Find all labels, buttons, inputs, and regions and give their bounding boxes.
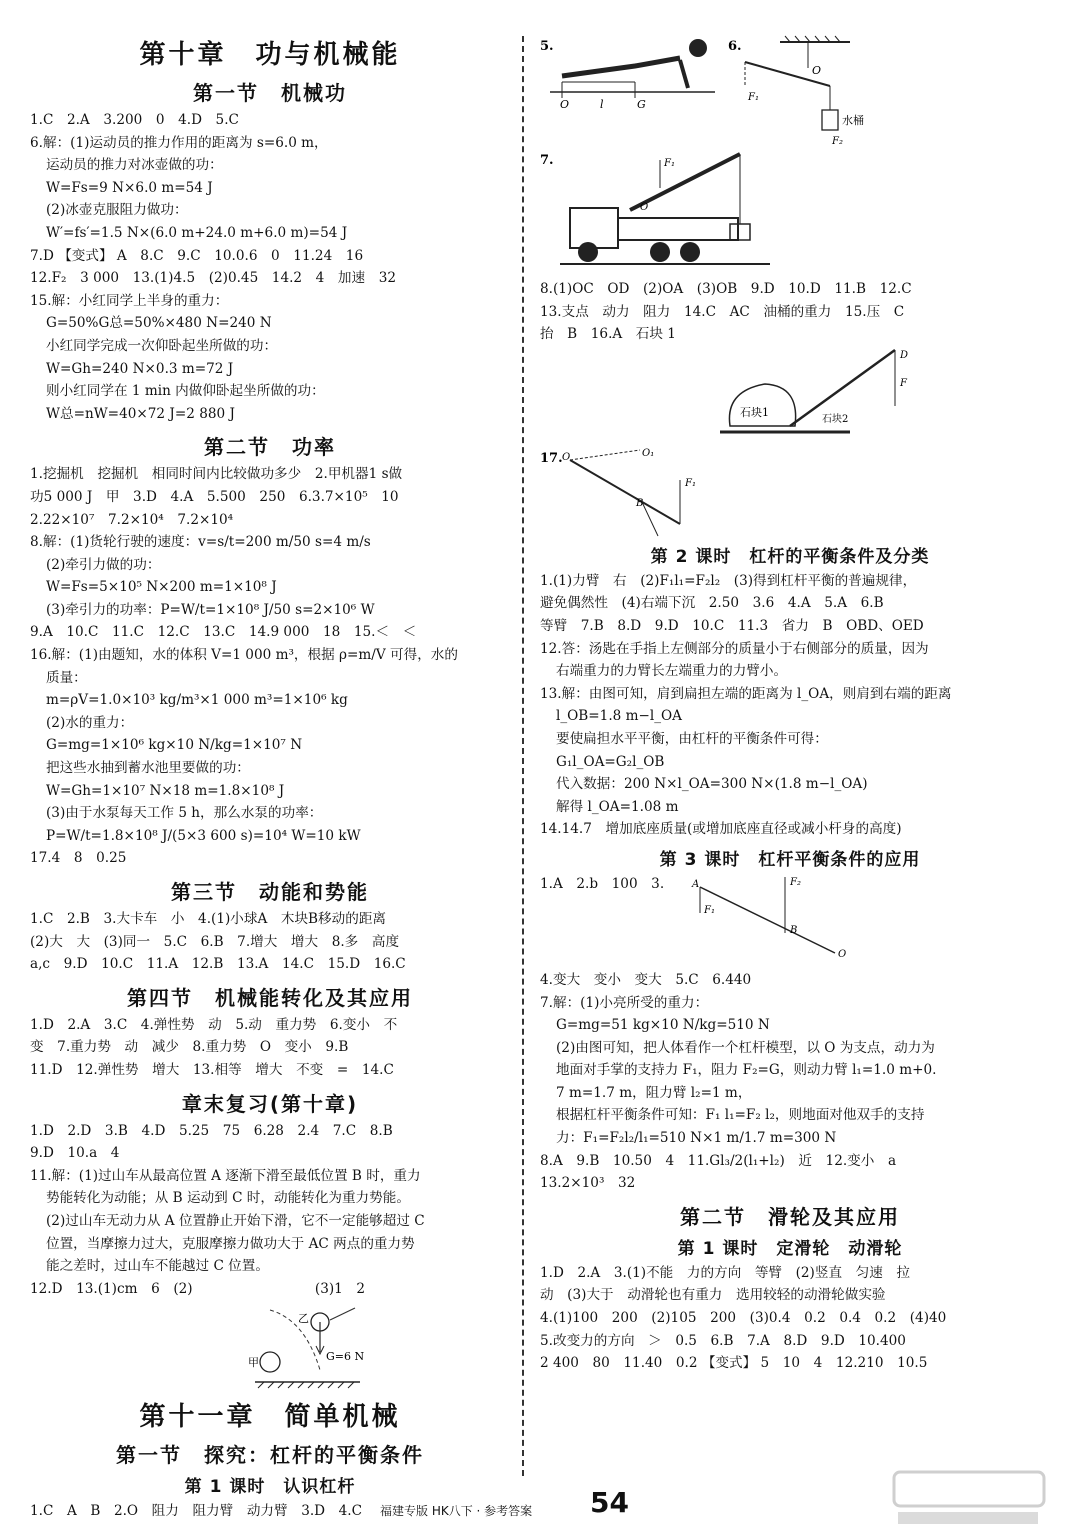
page-number: 54	[590, 1486, 629, 1519]
answer-line: 12.D 13.(1)cm 6 (2) (3)1 2	[30, 1280, 366, 1297]
fig-6-number: 6.	[728, 39, 742, 54]
section-2b-title: 第二节 滑轮及其应用	[680, 1204, 900, 1229]
fig-17-lever	[540, 446, 1040, 538]
lever-bucket-figure	[745, 36, 864, 147]
answer-line: P=W/t=1.8×10⁸ J/(5×3 600 s)=10⁴ W=10 kW	[46, 827, 361, 844]
answer-line: 抬 B 16.A 石块 1	[540, 326, 676, 343]
answer-line: 要使扁担水平平衡，由杠杆的平衡条件可得：	[556, 730, 828, 747]
answer-line: 12.答：汤匙在手指上左侧部分的质量小于右侧部分的质量，因为	[540, 640, 929, 657]
answer-line: 势能转化为动能；从 B 运动到 C 时，动能转化为重力势能。	[46, 1190, 410, 1207]
svg-text:G: G	[637, 98, 646, 111]
fig-5-number: 5.	[540, 39, 554, 54]
svg-text:O: O	[812, 64, 822, 77]
answer-line: (3)牵引力的功率：P=W/t=1×10⁸ J/50 s=2×10⁶ W	[46, 601, 375, 618]
svg-text:F₁: F₁	[664, 158, 675, 169]
answer-line: 1.D 2.A 3.(1)不能 力的方向 等臂 (2)竖直 匀速 拉	[540, 1264, 911, 1281]
answer-line: 根据杠杆平衡条件可知：F₁ l₁=F₂ l₂，则地面对他双手的支持	[556, 1107, 925, 1124]
svg-text:O: O	[640, 202, 649, 213]
answer-line: 8.(1)OC OD (2)OA (3)OB 9.D 10.D 11.B 12.C	[540, 281, 912, 297]
section-1-title: 第一节 机械功	[193, 81, 347, 105]
answer-line: (2)由图可知，把人体看作一个杠杆模型，以 O 为支点，动力为	[556, 1039, 935, 1056]
answer-line: l_OB=1.8 m−l_OA	[556, 708, 682, 725]
answer-line: 力：F₁=F₂l₂/l₁=510 N×1 m/1.7 m=300 N	[556, 1130, 837, 1147]
answer-line: G=50%G总=50%×480 N=240 N	[46, 315, 272, 332]
answer-line: 运动员的推力对冰壶做的功：	[46, 157, 223, 174]
chapter-review-title: 章末复习(第十章)	[181, 1091, 359, 1116]
answer-line: 等臂 7.B 8.D 9.D 10.C 11.3 省力 B OBD、OED	[540, 617, 924, 634]
left-column	[30, 28, 510, 1523]
answer-line: G=mg=51 kg×10 N/kg=510 N	[556, 1017, 770, 1034]
answer-line: W′=fs′=1.5 N×(6.0 m+24.0 m+6.0 m)=54 J	[46, 224, 348, 241]
pulley-lesson-1-title: 第 1 课时 定滑轮 动滑轮	[677, 1238, 903, 1259]
answer-line: 1.(1)力臂 右 (2)F₁l₁=F₂l₂ (3)得到杠杆平衡的普遍规律，	[540, 572, 917, 589]
answer-line: 7.解：(1)小亮所受的重力：	[540, 994, 709, 1011]
answer-line: 14.14.7 增加底座质量(或增加底座直径或减小杆身的高度)	[540, 821, 902, 838]
svg-text:F₂: F₂	[790, 876, 801, 888]
ball-jia	[260, 1352, 280, 1372]
figures-5-6	[540, 28, 1040, 148]
answer-line: 位置，当摩擦力过大，克服摩擦力做功大于 AC 两点的重力势	[46, 1235, 415, 1252]
answer-line: m=ρV=1.0×10³ kg/m³×1 000 m³=1×10⁶ kg	[46, 692, 348, 709]
answer-line: 1.D 2.A 3.C 4.弹性势 动 5.动 重力势 6.变小 不	[30, 1016, 398, 1033]
answer-line: G=mg=1×10⁶ kg×10 N/kg=1×10⁷ N	[46, 737, 303, 754]
answer-line: 能之差时，过山车不能越过 C 位置。	[46, 1258, 269, 1275]
answer-line: G₁l_OA=G₂l_OB	[556, 753, 665, 770]
answer-line: 1.D 2.D 3.B 4.D 5.25 75 6.28 2.4 7.C 8.B	[30, 1122, 393, 1139]
answer-line: (2)过山车无动力从 A 位置静止开始下滑，它不一定能够超过 C	[46, 1212, 425, 1229]
answer-line: (2)水的重力：	[46, 714, 134, 731]
svg-text:F: F	[900, 377, 907, 389]
label-stone-1: 石块1	[740, 405, 769, 419]
answer-line: 功5 000 J 甲 3.D 4.A 5.500 250 6.3.7×10⁵ 10	[30, 488, 399, 505]
answer-line: 1.A 2.b 100 3.	[540, 875, 665, 892]
answer-line: 1.C 2.A 3.200 0 4.D 5.C	[30, 112, 239, 128]
svg-text:A: A	[692, 878, 700, 890]
answer-line: 7 m=1.7 m，阻力臂 l₂=1 m，	[556, 1084, 752, 1101]
label-g6: G=6 N	[326, 1350, 365, 1364]
answer-line: 解得 l_OA=1.08 m	[556, 798, 679, 815]
answer-line: 6.解：(1)运动员的推力作用的距离为 s=6.0 m，	[30, 134, 328, 151]
answer-line: 把这些水抽到蓄水池里要做的功：	[46, 760, 250, 777]
svg-text:B: B	[790, 924, 798, 936]
answer-line: 7.D 【变式】 A 8.C 9.C 10.0.6 0 11.24 16	[30, 247, 364, 264]
right-column	[540, 28, 1040, 1375]
answer-line: 质量：	[46, 669, 87, 686]
svg-text:F₁: F₁	[685, 477, 696, 489]
label-stone-2: 石块2	[822, 413, 849, 425]
answer-line: 2 400 80 11.40 0.2 【变式】 5 10 4 12.210 10.5	[540, 1355, 928, 1372]
svg-text:l: l	[600, 98, 604, 111]
answer-line: 8.A 9.B 10.50 4 11.Gl₃/2(l₁+l₂) 近 12.变小 a	[540, 1152, 897, 1169]
answer-line: 避免偶然性 (4)右端下沉 2.50 3.6 4.A 5.A 6.B	[540, 595, 884, 612]
answer-line: 9.A 10.C 11.C 12.C 13.C 14.9 000 18 15.＜ ＜	[30, 624, 417, 641]
lesson-3-title: 第 3 课时 杠杆平衡条件的应用	[659, 849, 921, 870]
answer-line: W=Fs=9 N×6.0 m=54 J	[46, 179, 213, 196]
answer-line: 8.解：(1)货轮行驶的速度：v=s/t=200 m/50 s=4 m/s	[30, 534, 371, 551]
answer-line: 右端重力的力臂长左端重力的力臂小。	[556, 663, 788, 680]
section-2-title: 第二节 功率	[204, 435, 336, 460]
pushup-figure	[550, 39, 715, 111]
answer-line: W=Gh=1×10⁷ N×18 m=1.8×10⁸ J	[46, 782, 285, 799]
label-water-bucket: 水桶	[842, 114, 864, 127]
svg-text:O: O	[560, 98, 570, 111]
lesson-2-title: 第 2 课时 杠杆的平衡条件及分类	[650, 546, 930, 567]
answer-line: W=Fs=5×10⁵ N×200 m=1×10⁸ J	[46, 579, 277, 596]
answer-line: 9.D 10.a 4	[30, 1145, 120, 1162]
answer-line: (2)大 大 (3)同一 5.C 6.B 7.增大 增大 8.多 高度	[30, 933, 400, 950]
answer-line: 2.22×10⁷ 7.2×10⁴ 7.2×10⁴	[30, 511, 234, 528]
section-4-title: 第四节 机械能转化及其应用	[127, 985, 413, 1010]
answer-line: 16.解：(1)由题知，水的体积 V=1 000 m³，根据 ρ=m/V 可得，水的	[30, 647, 458, 664]
section-1-answers	[30, 109, 510, 425]
answer-line: 17.4 8 0.25	[30, 850, 127, 867]
ball-force-diagram	[30, 1300, 510, 1390]
chapter-11-title: 第十一章 简单机械	[139, 1402, 401, 1433]
rock-lever-figure	[540, 346, 1040, 446]
answer-line: 13.解：由图可知，肩到扁担左端的距离为 l_OA，则肩到右端的距离	[540, 685, 952, 702]
answer-line: 1.C 2.B 3.大卡车 小 4.(1)小球A 木块B移动的距离	[30, 911, 387, 927]
page-footer: 福建专版 HK八下 · 参考答案	[380, 1504, 533, 1518]
lever-a-b-o-figure	[680, 873, 860, 969]
answer-line: 则小红同学在 1 min 内做仰卧起坐所做的功：	[46, 383, 325, 400]
crane-figure	[540, 148, 1040, 278]
svg-text:D: D	[900, 349, 909, 361]
svg-text:F₂: F₂	[832, 136, 843, 147]
column-divider	[522, 36, 524, 1476]
watermark-logo	[892, 1468, 1052, 1528]
answer-line: 变 7.重力势 动 减少 8.重力势 O 变小 9.B	[30, 1039, 349, 1056]
answer-line: 地面对手掌的支持力 F₁，阻力 F₂=G，则动力臂 l₁=1.0 m+0.	[556, 1062, 937, 1079]
answer-line: a,c 9.D 10.C 11.A 12.B 13.A 14.C 15.D 16.C	[30, 956, 406, 973]
fig-7-number: 7.	[540, 153, 554, 168]
answer-line: 13.2×10³ 32	[540, 1175, 636, 1192]
label-jia: 甲	[248, 1356, 259, 1370]
svg-text:O: O	[838, 948, 847, 960]
fig-17-number: 17.	[540, 450, 563, 466]
answer-line: 11.D 12.弹性势 增大 13.相等 增大 不变 = 14.C	[30, 1061, 394, 1078]
svg-text:O: O	[562, 451, 571, 463]
answer-line: 12.F₂ 3 000 13.(1)4.5 (2)0.45 14.2 4 加速 32	[30, 270, 396, 287]
svg-text:B: B	[636, 497, 644, 509]
answer-line: W总=nW=40×72 J=2 880 J	[46, 405, 235, 422]
answer-line: 11.解：(1)过山车从最高位置 A 逐渐下滑至最低位置 B 时，重力	[30, 1167, 421, 1184]
answer-line: 动 (3)大于 动滑轮也有重力 选用较轻的动滑轮做实验	[540, 1287, 886, 1304]
lesson-3-fig-row	[540, 873, 1040, 969]
answer-line: 小红同学完成一次仰卧起坐所做的功：	[46, 337, 278, 354]
answer-line: 1.C A B 2.O 阻力 阻力臂 动力臂 3.D 4.C	[30, 1503, 363, 1520]
answer-line: 13.支点 动力 阻力 14.C AC 油桶的重力 15.压 C	[540, 303, 905, 320]
answer-line: 4.(1)100 200 (2)105 200 (3)0.4 0.2 0.4 0.2 (4)40	[540, 1310, 947, 1327]
answer-line: 4.变大 变小 变大 5.C 6.440	[540, 971, 752, 988]
answer-line: (2)牵引力做的功：	[46, 556, 161, 573]
answer-line: (3)由于水泵每天工作 5 h，那么水泵的功率：	[46, 805, 323, 822]
chapter-10-title: 第十章 功与机械能	[139, 40, 401, 70]
answer-line: 1.挖掘机 挖掘机 相同时间内比较做功多少 2.甲机器1 s做	[30, 466, 403, 483]
answer-line: 5.改变力的方向 ＞ 0.5 6.B 7.A 8.D 9.D 10.400	[540, 1332, 906, 1349]
answer-line: 代入数据：200 N×l_OA=300 N×(1.8 m−l_OA)	[556, 776, 868, 793]
svg-text:F₁: F₁	[748, 92, 759, 103]
svg-text:O₁: O₁	[642, 447, 655, 459]
section-3-title: 第三节 动能和势能	[171, 880, 369, 904]
label-yi: 乙	[298, 1312, 309, 1326]
lesson-1-title: 第 1 课时 认识杠杆	[184, 1477, 356, 1498]
answer-line: 15.解：小红同学上半身的重力：	[30, 292, 229, 309]
ch11-section-1-title: 第一节 探究：杠杆的平衡条件	[116, 1443, 424, 1468]
answer-line: W=Gh=240 N×0.3 m=72 J	[46, 360, 234, 377]
answer-line: (2)冰壶克服阻力做功：	[46, 202, 188, 219]
section-2-answers	[30, 463, 510, 870]
svg-text:F₁: F₁	[704, 904, 715, 916]
